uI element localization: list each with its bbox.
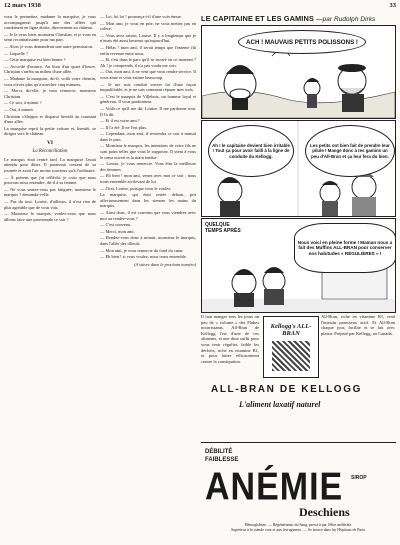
- story-paragraph: La marquise, qui était restée debout, prit affectueusement dans les siennes les mains du marquis.: [100, 192, 196, 209]
- all-bran-box-illustration: [263, 316, 319, 378]
- story-paragraph: — C'est convenu.: [100, 222, 132, 228]
- story-paragraph: — C'est le marquis de Villebois, un homme loyal et généreux. Il vous pardonnera.: [100, 93, 196, 105]
- story-paragraph: — Ainsi donc, il est convenu que vous viendrez avec moi au rendez-vous ?: [100, 210, 196, 221]
- comic-panel-1: [201, 25, 396, 119]
- story-paragraph: — Eh bien ! si vous voulez, nous irons ensemble.: [100, 254, 187, 260]
- story-paragraph: — Il l'a été. Il ne l'est plus.: [100, 124, 148, 130]
- anemie-headline: ANÉMIE: [205, 465, 344, 509]
- story-paragraph: — Madame la marquise, dit-il, voilà votre chemin, vous n'avez plus qu'à marcher cinq minutes.: [4, 75, 96, 87]
- label-faiblesse: FAIBLESSE: [205, 456, 239, 463]
- story-paragraph: — Oui, mon ami, il ne veut que vous rendre service. Il vous aime et vous estime beaucoup.: [100, 69, 196, 80]
- intro-paragraphs: [4, 14, 96, 137]
- panel-3-speech-balloon: Nous voici en pleine forme ! Maman nous a fait des Muffins ALL-BRAN pour conserver nos habitudes « RÉGULIÈRES » !: [294, 223, 396, 273]
- story-paragraph: — Cependant, mon ami, il reviendra ce soir à minuit dans le parc.: [100, 131, 196, 142]
- story-column-1: [4, 14, 96, 541]
- story-paragraph: — Loi, loi loi ! prononça-t-il d'une voix émue.: [100, 14, 182, 19]
- story-paragraph: — Oui, à minuit.: [4, 106, 34, 112]
- story-paragraph: — Et il est votre ami ?: [100, 118, 140, 124]
- column-2-paragraphs: [100, 14, 196, 260]
- page-number: 33: [389, 2, 396, 9]
- panel-3-caption: QUELQUE TEMPS APRÈS: [205, 222, 241, 234]
- story-paragraph: — Alors je vous demanderai une autre permission.: [4, 43, 94, 49]
- chapter-number: VI: [47, 139, 53, 146]
- panel-2-balloon-right: Les petits ont bien fait de prendre leur pilule ! Mange donc à tes gamins un peu d'All-Bran et ça leur fera du bien.: [305, 125, 395, 177]
- anemie-advertisement: [201, 442, 396, 542]
- chapter-title: La Réconciliation: [32, 148, 68, 154]
- story-paragraph: — Voilà ce qu'il me dit, Louise. Il me pardonne tout. Il l'a dit.: [100, 105, 196, 117]
- story-paragraph: vous le permettez, madame la marquise, je vous accompagnerai jusqu'à une des allées qui conduisent en ligne droite, directement au château.: [4, 14, 96, 31]
- story-paragraph: — Accordé d'avance. Au bout d'un quart d'heure, Christian s'arrêta au milieu d'une allée.: [4, 63, 96, 75]
- kellogg-brand-name: ALL-BRAN DE KELLOGG: [211, 384, 362, 395]
- story-paragraph: — Je me suis conduit envers lui d'une façon inqualifiable, et je ne sais comment réparer mes torts.: [100, 81, 196, 93]
- story-paragraph: — Je le veux bien, monsieur Christian, et je vous en serai reconnaissante pour ma part.: [4, 31, 96, 43]
- comic-panel-2: [201, 120, 396, 217]
- story-paragraph: — J'irai, Louise, puisque vous le voulez.: [100, 185, 172, 191]
- story-paragraph: — Vous avez raison, Louise. Il y a longtemps que je n'avais été aussi heureux qu'aujourd'hui.: [100, 32, 196, 44]
- to-be-continued: (A suivre dans le prochain numéro): [134, 261, 196, 267]
- story-paragraph: — Cette marquise est bien bonne ?: [4, 57, 66, 63]
- anemie-weakness-labels: [205, 449, 238, 464]
- issue-date: 12 mars 1938: [4, 2, 41, 9]
- label-debilite: DÉBILITÉ: [205, 449, 233, 455]
- story-paragraph: — Ne vous sentez-vous pas fatiguée, monsieur le marquis ? demanda-t-elle.: [4, 186, 96, 198]
- comic-byline: —par Rudolph Dirks: [316, 16, 376, 23]
- all-bran-box-label: Kellogg's ALL-BRAN: [270, 323, 312, 337]
- kellogg-advertisement: [201, 314, 396, 438]
- kellogg-slogan: L'aliment laxatif naturel: [239, 400, 321, 409]
- story-paragraph: — Monsieur le marquis, voulez-vous que nous allions faire une promenade ce soir ?: [4, 211, 96, 222]
- story-paragraph: — Louise, je vous remercie. Vous êtes la meilleure des femmes.: [100, 161, 196, 172]
- story-paragraph: — Laquelle ?: [4, 50, 28, 56]
- panel-2-balloon-left: Ah ! le capitaine devient bien irritable ! Tout ça pour avoir failli à la ligne de conduite du Kellogg.: [208, 125, 294, 177]
- story-paragraph: Le marquis était rentré tard. La marquise l'avait attendu pour dîner. Il paraissait content de sa journée et avait l'air moins soucieux qu'à l'ordinaire.: [4, 156, 96, 174]
- story-paragraph: — Et c'est dans le parc qu'il se trouve en ce moment ? Ah ! je comprends, il n'a pas voulu me voir.: [100, 57, 196, 68]
- all-bran-box-pattern: [272, 341, 310, 371]
- page-header: [4, 2, 396, 12]
- story-column-2: [100, 14, 196, 541]
- story-paragraph: — À présent que j'ai réfléchi, je crois que nous pouvons nous entendre, dit-il à sa femme.: [4, 174, 96, 186]
- story-paragraph: — Mon ami, je vous remercie du fond du cœur.: [100, 247, 184, 253]
- story-paragraph: La marquise reprit la petite voiture et, bientôt, se dirigea vers le château.: [4, 125, 96, 137]
- panel-1-speech-balloon: ACH ! MAUVAIS PETITS POLISSONS !: [238, 30, 366, 54]
- story-paragraph: — Monsieur le marquis, les intentions de votre fils ne sont point telles que vous le supposez. Il vient à vous le cœur ouvert et la main tendue.: [100, 143, 196, 160]
- story-paragraph: — Mon ami, je vous en prie, ne vous mettez pas en colère.: [100, 20, 196, 32]
- story-paragraph: — Rendez-vous donc à minuit, monsieur le marquis, dans l'allée des tilleuls.: [100, 235, 196, 246]
- kellogg-ad-text-left: Il faut manger tous les jours un peu de « volume » des Flakes nourrissants. All-Bran de Kellogg l'est d'une de ces aliments, et une dose suffit pour vous tenir régulier, faible les déchets, riche en vitamine B1, et pour lutter efficacement contre la constipation.: [201, 314, 259, 364]
- anemie-line-1: Hémoglobine. — Régénérateur du Sang, prescrit par l'élite médicale.: [244, 523, 353, 527]
- story-paragraph: — Merci, dit-elle, je vous remercie, monsieur Christian.: [4, 88, 96, 99]
- story-paragraph: — Merci, mon ami.: [100, 228, 135, 234]
- comic-title-text: LE CAPITAINE ET LES GAMINS: [201, 14, 314, 23]
- story-paragraph: — Hélas ! mon ami, il serait temps que l'entente fût enfin revenue entre nous.: [100, 44, 196, 56]
- anemie-sirop: SIROP: [351, 475, 367, 481]
- advertisement-column: [201, 14, 396, 541]
- story-paragraph: — Pas du tout. Louise, d'ailleurs, il n'est rien de plus agréable que de vous voir.: [4, 199, 96, 210]
- anemie-description: [205, 523, 392, 533]
- kellogg-ad-text-right: All-Bran, riche en vitamine B1, rend l'intestin paresseux actif. Et All-Bran chaque jour, facilite et se fait avec plaisir. Préparé par Kellogg, au Canada.: [321, 314, 395, 336]
- story-paragraph: — Ce soir, à minuit ?: [4, 100, 42, 106]
- anemie-line-2: Supérieur à la viande crue et aux ferrugineux. — Se trouve dans les Hôpitaux de Paris.: [231, 527, 366, 532]
- story-paragraph: Christian s'éloigna et disparut bientôt au tournant d'une allée.: [4, 113, 96, 125]
- chapter-paragraphs: [4, 157, 96, 223]
- story-paragraph: — Eh bien ! mon ami, venez avec moi ce soir ; nous irons ensemble au-devant de lui.: [100, 173, 196, 185]
- comic-panel-3: [201, 218, 396, 313]
- comic-title: [201, 14, 375, 23]
- anemie-brand: Deschiens: [299, 505, 350, 519]
